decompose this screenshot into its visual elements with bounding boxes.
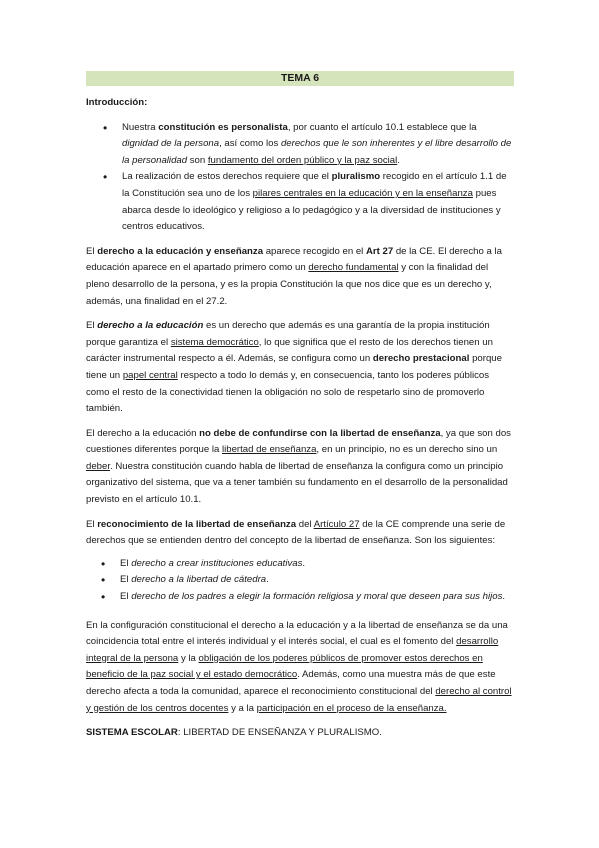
list-item xyxy=(120,589,514,606)
underlined-text: derecho fundamental xyxy=(308,262,399,274)
text-run: Nuestra xyxy=(122,121,159,133)
text-run: , en un principio, no es un derecho sino un xyxy=(316,444,498,456)
underlined-text: fundamento del orden público y la paz social xyxy=(207,154,398,166)
text-run: , así como los xyxy=(219,138,281,150)
document-body xyxy=(86,71,514,750)
italic-text: derecho a la libertad de cátedra xyxy=(131,574,267,586)
paragraph-reconocimiento xyxy=(86,517,514,550)
text-run: del xyxy=(296,518,314,530)
text-run: . xyxy=(397,154,400,166)
text-run: , lo que significa que el resto de los derechos tienen un carácter instrumental respecto a él. Además, se configura como un xyxy=(86,336,493,365)
text-run: y con la finalidad del pleno desarrollo de la persona, y es la propia Constitución la que nos dice que es un derecho y, además, una finalidad en el 27.2. xyxy=(86,262,492,307)
italic-text: dignidad de la persona xyxy=(122,138,220,150)
bold-text: derecho a la educación y enseñanza xyxy=(97,245,264,257)
text-run: y la xyxy=(178,652,199,664)
text-run: porque tiene un xyxy=(86,353,502,381)
paragraph-configuracion xyxy=(86,618,514,718)
intro-bullet-list xyxy=(86,120,514,236)
paragraph-derecho-educacion xyxy=(86,244,514,310)
text-run: El xyxy=(86,245,98,257)
list-item xyxy=(122,120,514,170)
text-run: , por cuanto el artículo 10.1 establece que la xyxy=(287,121,477,133)
bold-text: constitución es personalista xyxy=(158,121,288,133)
text-run: , ya que son dos cuestiones diferentes porque la xyxy=(86,427,511,456)
paragraph-sistema-escolar xyxy=(86,725,514,742)
bold-text: no debe de confundirse con la libertad de enseñanza xyxy=(199,427,441,439)
underlined-text: Artículo 27 xyxy=(313,518,360,530)
text-run: En la configuración constitucional el derecho a la educación y a la libertad de enseñanza se da una coincidencia total entre el interés individual y el interés social, el cual es el fomento del xyxy=(86,619,508,648)
text-run: . xyxy=(266,574,269,586)
text-run: . Además, como una muestra más de que este derecho afecta a toda la comunidad, aparece el reconocimiento constitucional del xyxy=(86,669,496,697)
bold-text: derecho prestacional xyxy=(372,353,470,365)
text-run: recogido en el artículo 1.1 de la Constitución sea uno de los xyxy=(122,171,507,199)
text-run: respecto a todo lo demás y, en consecuencia, tanto los poderes públicos como el resto de la conectividad tienen la obligación no solo de respetarlo sino de promoverlo también. xyxy=(86,369,490,415)
underlined-text: libertad de enseñanza xyxy=(222,444,317,456)
list-item xyxy=(120,572,514,589)
intro-heading: Introducción: xyxy=(86,97,148,108)
text-run: aparece recogido en el xyxy=(263,245,366,257)
text-run: y a la xyxy=(228,702,257,714)
text-run: La realización de estos derechos requiere que el xyxy=(122,171,332,183)
text-run: : LIBERTAD DE ENSEÑANZA Y PLURALISMO. xyxy=(177,727,382,739)
list-item xyxy=(122,169,514,235)
bold-text: Art 27 xyxy=(365,245,394,257)
underlined-text: papel central xyxy=(122,369,178,381)
page-title: TEMA 6 xyxy=(86,71,514,86)
text-run: pues abarca desde lo ideológico y religioso a lo pedagógico y a la diversidad de instituciones y centros educativos. xyxy=(122,187,501,233)
paragraph-libertad-ensenanza xyxy=(86,426,514,509)
underlined-text: derecho al control y gestión de los centros docentes xyxy=(86,686,512,714)
italic-text: derecho a la educación xyxy=(97,320,204,332)
underlined-text: sistema democrático xyxy=(170,336,259,348)
text-run: El derecho a la educación xyxy=(86,427,200,439)
text-run: . Nuestra constitución cuando habla de libertad de enseñanza la configura como un principio organizativo del sistema, que va a tener también su fundamento en el desarrollo de la personalidad previsto en el artículo 10.1. xyxy=(86,460,508,506)
bold-text: pluralismo xyxy=(331,171,381,183)
underlined-text: participación en el proceso de la enseñanza. xyxy=(256,702,447,714)
text-run: de la CE comprende una serie de derechos que se entienden dentro del concepto de la libertad de enseñanza. Son los siguientes: xyxy=(86,518,506,547)
text-run: El xyxy=(86,518,98,530)
text-run: . xyxy=(502,591,506,603)
bold-text xyxy=(97,320,203,331)
text-run: . xyxy=(302,557,306,569)
italic-text: derecho a crear instituciones educativas xyxy=(131,557,303,569)
underlined-text: obligación de los poderes públicos de promover estos derechos en beneficio de la paz social y el estado democrático xyxy=(86,652,483,681)
underlined-text: deber xyxy=(86,460,111,472)
text-run: El xyxy=(120,574,132,586)
text-run: El xyxy=(86,320,98,332)
italic-text: derechos que le son inherentes y el libre desarrollo de la personalidad xyxy=(122,138,512,166)
text-run: son xyxy=(187,154,208,166)
paragraph-garantia xyxy=(86,318,514,418)
bold-text: SISTEMA ESCOLAR xyxy=(86,727,178,739)
italic-text: derecho de los padres a elegir la formación religiosa y moral que deseen para sus hijos xyxy=(131,591,503,603)
bold-text: reconocimiento de la libertad de enseñanza xyxy=(97,518,297,530)
text-run: de la CE. El derecho a la educación aparece en el apartado primero como un xyxy=(86,245,502,274)
text-run: El xyxy=(120,591,132,603)
underlined-text: desarrollo integral de la persona xyxy=(86,636,499,664)
list-item xyxy=(120,556,514,573)
text-run: es un derecho que además es una garantía de la propia institución porque garantiza el xyxy=(86,320,490,348)
text-run: El xyxy=(120,557,132,569)
underlined-text: pilares centrales en la educación y en la enseñanza xyxy=(252,187,473,199)
rights-bullet-list xyxy=(86,556,514,606)
